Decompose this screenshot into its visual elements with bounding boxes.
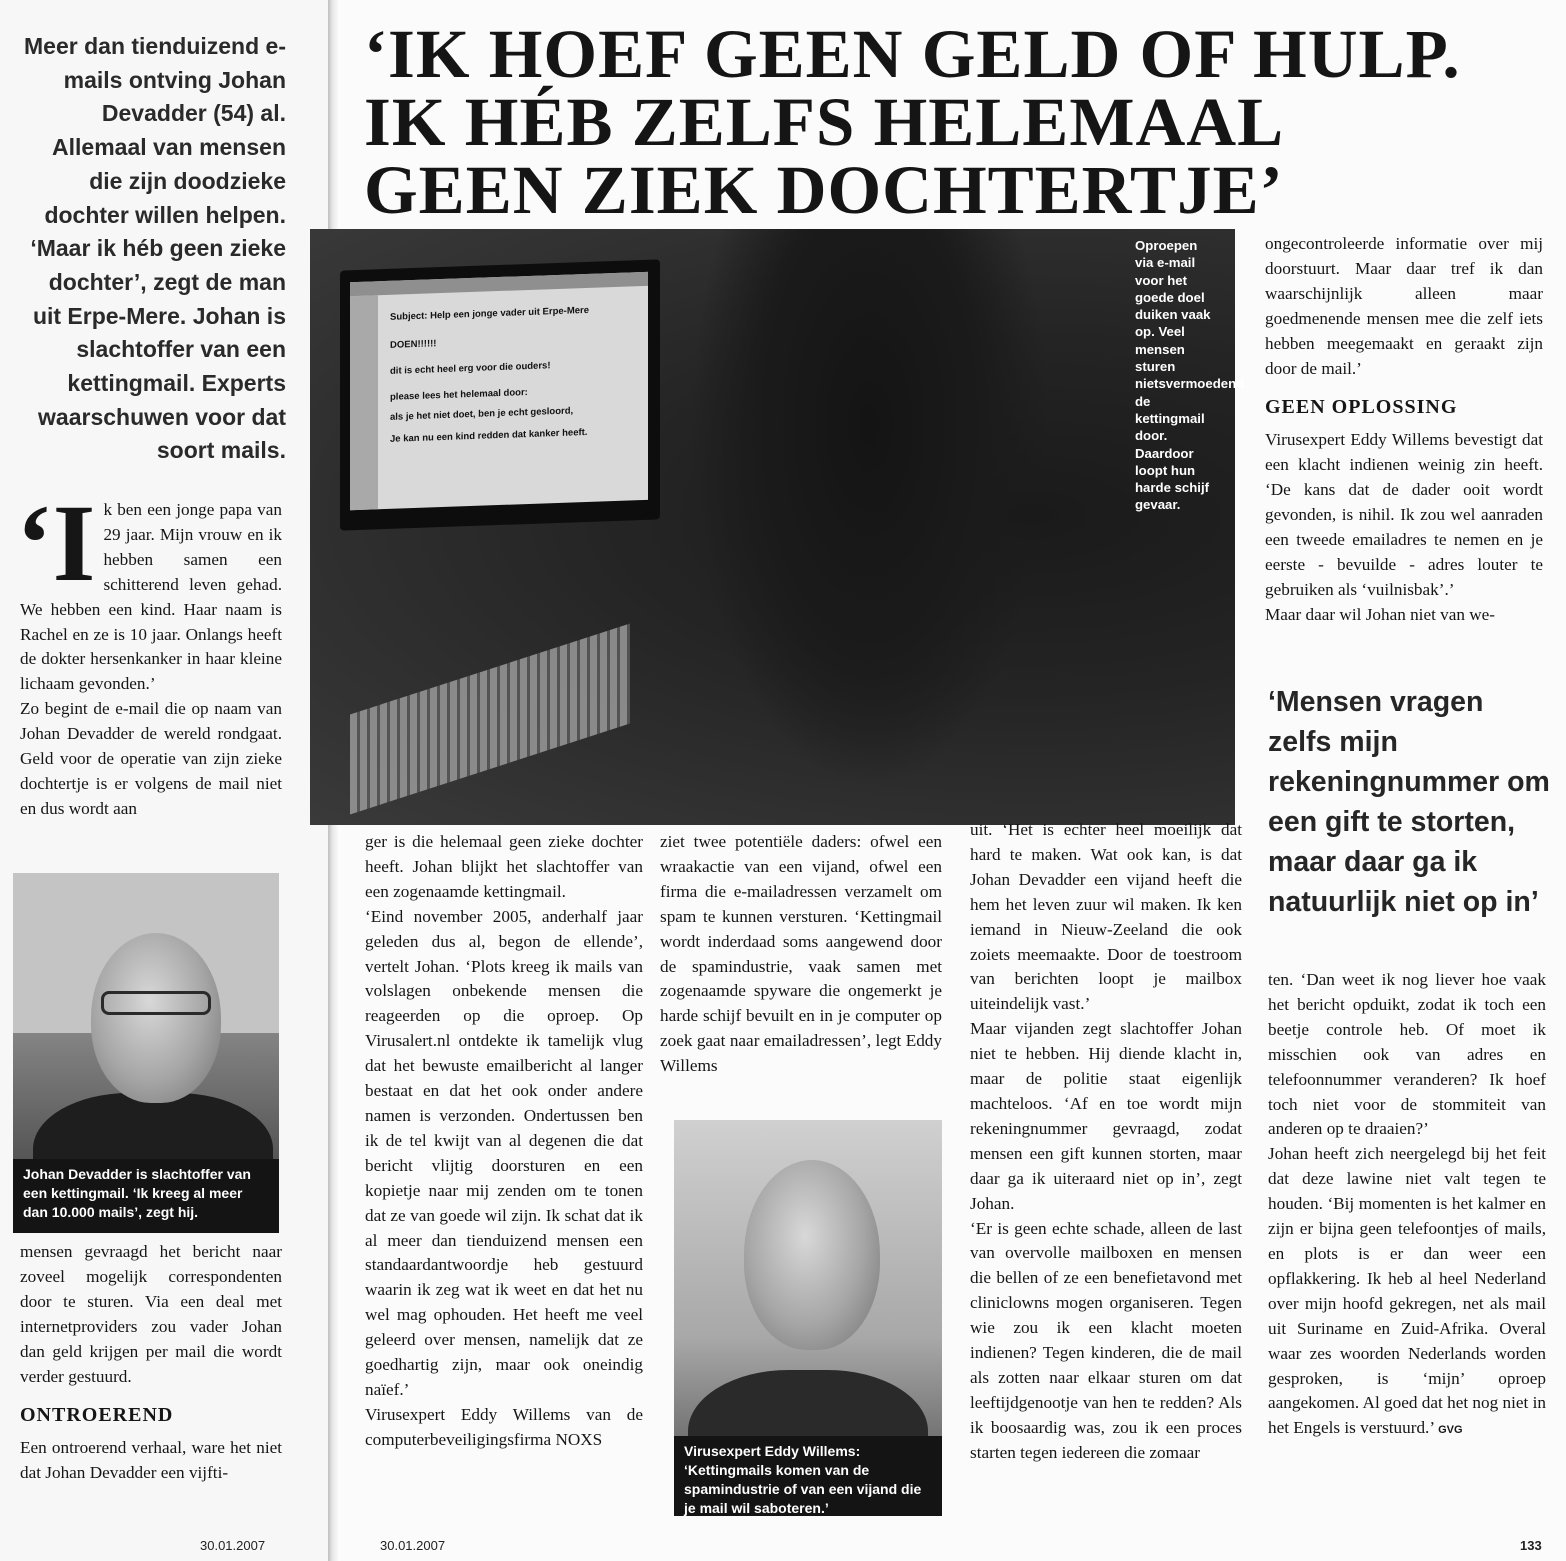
subhead-geen-oplossing: GEEN OPLOSSING [1265, 396, 1458, 419]
article-column-2 [365, 830, 643, 1453]
screen-line-4: als je het niet doet, ben je echt gesloord, [390, 405, 574, 423]
paragraph [1268, 1142, 1546, 1443]
photo-computer-user [310, 229, 1245, 825]
screen-line-2: dit is echt heel erg voor die ouders! [390, 360, 551, 377]
article-column-5 [1265, 232, 1543, 628]
paragraph: Maar daar wil Johan niet van we- [1265, 604, 1496, 624]
screen-line-3: please lees het helemaal door: [390, 387, 528, 403]
article-column-5b [1268, 968, 1546, 1443]
paragraph: ‘Eind november 2005, anderhalf jaar geleden dus al, begon de ellende’, vertelt Johan. ‘Plots kreeg ik mails van volslagen onbekende mensen die reageerden op die oproep. Op Virusalert.nl ontdekte ik tamelijk vlug dat het bewuste emailbericht al langer bestaat en dat het ook onder andere namen is verzonden. Ondertussen ben ik de tel kwijt van al degenen die dat bericht vlijtig doorsturen en een kopietje naar mij zenden om te tonen dat ze van goede wil zijn. Ik schat dat ik al meer dan tienduizend mensen een standaardantwoordje heb gestuurd waarin ik zeg wat ik weet en dat het nu wel mag ophouden. Het heeft me veel geleerd over mensen, namelijk dat ze goedhartig zijn, maar ook oneindig naïef.’ [365, 906, 643, 1399]
headline-line-3: GEEN ZIEK DOCHTERTJE’ [364, 152, 1284, 228]
paragraph: ‘Er is geen echte schade, alleen de last van overvolle mailboxen en mensen die bellen of ze een benefietavond met cliniclowns mogen organiseren. Tegen wie zou ik een klacht moeten indienen? Tegen kinderen, die de mail als zotten naar elkaar sturen om dat leeftijdgenootje van hen te redden? Als ik boosaardig was, zou ik een proces starten tegen iedereen die zomaar [970, 1218, 1242, 1462]
headline-line-2: IK HÉB ZELFS HELEMAAL [364, 84, 1285, 160]
author-signoff: GVG [1438, 1424, 1463, 1437]
johan-glasses [101, 991, 211, 1015]
photo-johan [13, 873, 279, 1233]
opening-text: k ben een jonge papa van 29 jaar. Mijn vrouw en ik hebben samen een schitterend leven gehad. We hebben een kind. Haar naam is Rachel en ze is 10 jaar. Onlangs heeft de dokter hersenkanker in haar kleine lichaam gevonden.’ [20, 500, 282, 694]
article-column-3 [660, 830, 942, 1079]
screen-toolbar [350, 272, 648, 296]
monitor [340, 259, 660, 530]
subhead-ontroerend: ONTROEREND [20, 1404, 174, 1427]
photo-main-caption: Oproepen via e-mail voor het goede doel duiken vaak op. Veel mensen sturen nietsvermoedend de kettingmail door. Daardoor loopt hun harde schijf gevaar. [1135, 238, 1245, 513]
screen-line-5: Je kan nu een kind redden dat kanker heeft. [390, 426, 588, 445]
paragraph: Maar vijanden zegt slachtoffer Johan niet te hebben. Hij diende klacht in, maar de politie staat eigenlijk machteloos. ‘Af en toe wordt mijn rekeningnummer gevraagd, zodat mensen een gift kunnen storten, maar daar ga ik uiteraard niet op in’, zegt Johan. [970, 1019, 1242, 1213]
date-right: 30.01.2007 [380, 1538, 446, 1553]
paragraph: mensen gevraagd het bericht naar zoveel mogelijk correspondenten door te sturen. Via een deal met internetproviders zou vader Johan dan geld krijgen per mail die wordt verder gestuurd. [20, 1242, 282, 1386]
paragraph: Virusexpert Eddy Willems van de computerbeveiligingsfirma NOXS [365, 1404, 643, 1449]
photo-johan-caption: Johan Devadder is slachtoffer van een kettingmail. ‘Ik kreeg al meer dan 10.000 mails’, zegt hij. [13, 1159, 279, 1233]
paragraph: Zo begint de e-mail die op naam van Johan Devadder de wereld rondgaat. Geld voor de operatie van zijn zieke dochtertje is er volgens de mail niet en dus wordt aan [20, 699, 282, 818]
photo-eddy-caption: Virusexpert Eddy Willems: ‘Kettingmails komen van de spamindustrie of van een vijand die je mail wil saboteren.’ [674, 1436, 942, 1516]
pull-quote: ‘Mensen vragen zelfs mijn rekeningnummer om een gift te storten, maar daar ga ik natuurlijk niet op in’ [1268, 686, 1550, 918]
closing-text: Johan heeft zich neergelegd bij het feit dat deze lawine niet valt tegen te houden. ‘Bij momenten is het kalmer en zijn er bijna geen telefoontjes of mails, en plots is er dan weer een opflakkering. Ik heb al heel Nederland over mijn hoofd gekregen, net als mail uit Suriname en Zuid-Afrika. Overal waar zes woorden Nederlands worden gesproken, is ‘mijn’ oproep aangekomen. Al goed dat het nog niet in het Engels is verstuurd.’ [1268, 1144, 1546, 1438]
screen-subject: Subject: Help een jonge vader uit Erpe-Mere [390, 304, 590, 323]
paragraph: uit. ‘Het is echter heel moeilijk dat hard te maken. Wat ook kan, is dat Johan Devadder een vijand heeft die hem het leven zuur wil maken. Ik ken iemand in Nieuw-Zeeland die ook zoiets meemaakte. Door de toestroom van berichten loopt je mailbox uiteindelijk vast.’ [970, 820, 1242, 1014]
paragraph: Een ontroerend verhaal, ware het niet dat Johan Devadder een vijfti- [20, 1438, 282, 1483]
drop-cap: ‘I [16, 482, 96, 604]
page-number: 133 [1520, 1538, 1542, 1553]
article-column-4 [970, 818, 1242, 1466]
paragraph: ziet twee potentiële daders: ofwel een wraakactie van een vijand, ofwel een firma die e-mailadressen verzamelt om spam te kunnen versturen. ‘Kettingmail wordt inderdaad soms aangewend door de spamindustrie, vaak samen met zogenaamde spyware die ongemerkt je harde schijf bevuilt en in je computer op zoek gaat naar emailadressen’, legt Eddy Willems [660, 832, 942, 1076]
paragraph: ongecontroleerde informatie over mij doorstuurt. Maar daar tref ik dan waarschijnlijk alleen maar goedmenende mensen mee die zelf iets hebben meegemaakt en geraakt zijn door de mail.’ [1265, 234, 1543, 378]
article-column-1b [20, 1240, 282, 1486]
monitor-screen [350, 272, 648, 510]
keyboard [350, 624, 630, 815]
johan-face [91, 933, 221, 1103]
person-silhouette [690, 229, 1050, 789]
paragraph: Virusexpert Eddy Willems bevestigt dat een klacht indienen weinig zin heeft. ‘De kans dat de dader ooit wordt gevonden, is nihil. Ik zou wel aanraden een tweede emailadres te nemen en je eerste - bevuilde - adres louter te gebruiken als ‘vuilnisbak’.’ [1265, 430, 1543, 599]
opening-paragraph [16, 482, 282, 697]
eddy-face [744, 1160, 880, 1350]
article-column-1 [16, 482, 282, 822]
photo-eddy [674, 1120, 942, 1516]
headline-line-1: ‘IK HOEF GEEN GELD OF HULP. [364, 16, 1461, 92]
paragraph: ger is die helemaal geen zieke dochter heeft. Johan blijkt het slachtoffer van een zogenaamde kettingmail. [365, 832, 643, 901]
paragraph: ten. ‘Dan weet ik nog liever hoe vaak het bericht opduikt, zodat ik toch een beetje controle heb. Of moet ik misschien ook van adres en telefoonnummer veranderen? Ik hoef toch niet voor de stommiteit van anderen op te draaien?’ [1268, 970, 1546, 1139]
date-left: 30.01.2007 [200, 1538, 266, 1553]
intro-text: Meer dan tienduizend e-mails ontving Johan Devadder (54) al. Allemaal van mensen die zijn doodzieke dochter willen helpen. ‘Maar ik héb geen zieke dochter’, zegt de man uit Erpe-Mere. Johan is slachtoffer van een kettingmail. Experts waarschuwen voor dat soort mails. [24, 33, 286, 464]
screen-sidebar [350, 295, 378, 510]
screen-line-1: DOEN!!!!!! [390, 338, 437, 351]
headline [364, 16, 1554, 228]
